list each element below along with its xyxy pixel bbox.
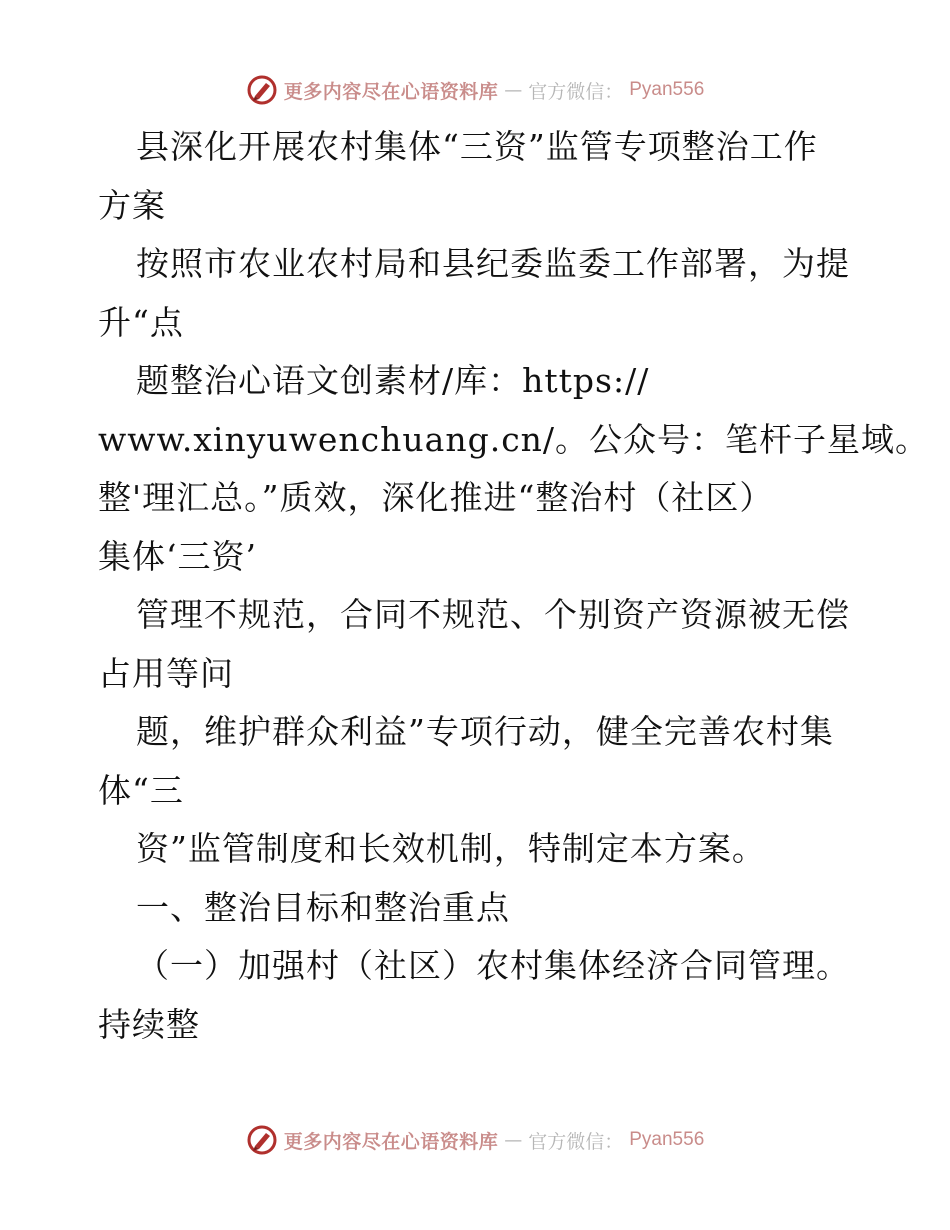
watermark-wechat-label: 官方微信： bbox=[528, 80, 624, 103]
text-line: 题，维护群众利益”专项行动，健全完善农村集 bbox=[136, 712, 834, 751]
text-line: 一、整治目标和整治重点 bbox=[136, 887, 510, 927]
footer-watermark bbox=[0, 1120, 950, 1160]
document-body bbox=[98, 118, 930, 1054]
text-line: 管理不规范，合同不规范、个别资产资源被无偿 bbox=[136, 595, 850, 634]
watermark-separator: — bbox=[504, 79, 523, 101]
text-line: 占用等问 bbox=[98, 653, 234, 693]
pen-logo-icon bbox=[246, 74, 278, 106]
text-line: 整'理汇总。”质效，深化推进“整治村（社区） bbox=[98, 478, 774, 517]
text-line: （一）加强村（社区）农村集体经济合同管理。 bbox=[136, 946, 850, 985]
watermark-wechat-id: Pyan556 bbox=[629, 1129, 705, 1150]
header-watermark bbox=[0, 70, 950, 110]
text-line: 资”监管制度和长效机制，特制定本方案。 bbox=[136, 829, 766, 868]
watermark-site-text: 更多内容尽在心语资料库 bbox=[283, 1130, 499, 1153]
text-line: 县深化开展农村集体“三资”监管专项整治工作 bbox=[136, 127, 818, 166]
text-line: 升“点 bbox=[98, 302, 184, 342]
watermark-site-text: 更多内容尽在心语资料库 bbox=[283, 80, 499, 103]
text-line: 题整治心语文创素材/库：https:// bbox=[136, 361, 650, 400]
text-line: 集体‘三资’ bbox=[98, 536, 257, 576]
watermark-wechat-label: 官方微信： bbox=[528, 1130, 624, 1153]
pen-logo-icon bbox=[246, 1124, 278, 1156]
text-line: www.xinyuwenchuang.cn/。公众号：笔杆子星域。 bbox=[98, 419, 930, 459]
text-line: 持续整 bbox=[98, 1004, 200, 1044]
text-line: 按照市农业农村局和县纪委监委工作部署，为提 bbox=[136, 244, 850, 283]
text-line: 体“三 bbox=[98, 770, 184, 810]
watermark-wechat-id: Pyan556 bbox=[629, 79, 705, 100]
text-line: 方案 bbox=[98, 185, 166, 225]
watermark-separator: — bbox=[504, 1129, 523, 1151]
